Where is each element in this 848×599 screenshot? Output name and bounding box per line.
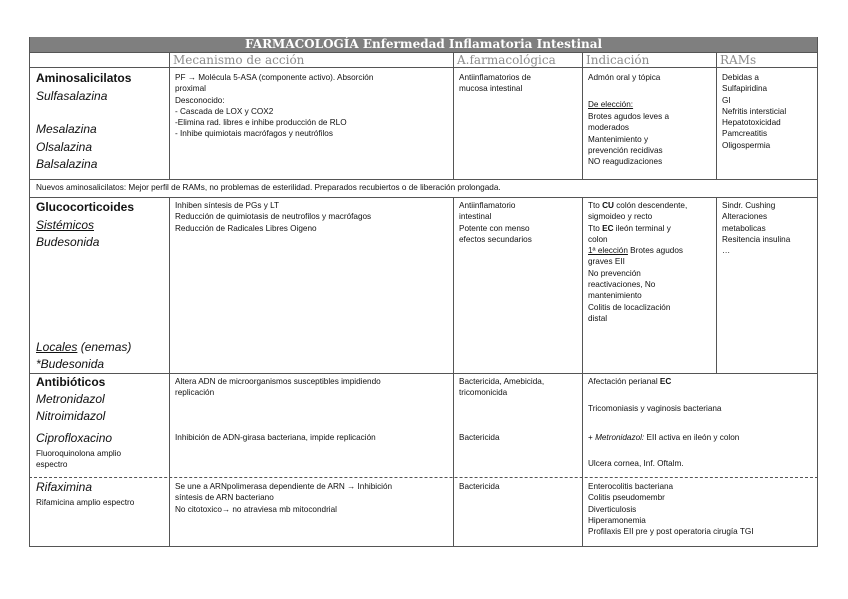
divider — [29, 546, 818, 547]
group-glucocorticoides: Glucocorticoides — [36, 200, 135, 214]
aminosalicilatos-indicacion-heading: De elección: — [588, 100, 634, 109]
ind-b-ec: EC — [602, 223, 614, 233]
divider — [29, 67, 818, 68]
aminosalicilatos-indicacion: Brotes agudos leves a moderados Mantenimiento y prevención recidivas NO reagudizaciones — [588, 112, 670, 167]
antibioticos-mecanismo-1: Altera ADN de microorganismos susceptibles impidiendo replicación — [175, 377, 381, 398]
aminosalicilatos-afarm: Antiinflamatorios de mucosa intestinal — [459, 73, 531, 94]
rifaximina-indicacion: Enterocolitis bacteriana Colitis pseudomembr Diverticulosis Hiperamonemia Profilaxis EII pre y post operatoria cirugía TGI — [588, 482, 754, 537]
ind-b-rest: ileón terminal y colon — [588, 223, 671, 244]
col-divider — [582, 197, 583, 547]
drug-metronidazol: Metronidazol — [36, 392, 105, 406]
drug-nitroimidazol: Nitroimidazol — [36, 409, 106, 423]
antibioticos-afarm-1: Bactericida, Amebicida, tricomonicida — [459, 377, 545, 398]
ind-b: Tto — [588, 223, 603, 233]
col-divider — [169, 52, 170, 180]
ind-a-cu: CU — [602, 201, 614, 210]
label-sistemicos: Sistémicos — [36, 218, 95, 232]
drug-budesonida-local: *Budesonida — [36, 357, 105, 371]
col-divider — [582, 52, 583, 180]
drug-budesonida: Budesonida — [36, 235, 100, 249]
group-antibioticos: Antibióticos — [36, 375, 106, 389]
col-divider — [453, 52, 454, 180]
ind-metro-rest: EII activa en ileón y colon — [644, 433, 740, 442]
col-divider — [716, 197, 717, 374]
ind-a-rest: colón descendente, sigmoideo y recto — [588, 201, 688, 222]
ind-a: Tto — [588, 201, 603, 210]
header-mecanismo: Mecanismo de acción — [173, 53, 305, 67]
header-afarmacologica: A.farmacológica — [457, 53, 556, 67]
drug-ciprofloxacino: Ciprofloxacino — [36, 431, 113, 445]
divider — [29, 52, 818, 53]
aminosalicilatos-mecanismo: PF → Molécula 5-ASA (componente activo). Absorción proximal Desconocido: - Cascada de LOX y COX2 -Elimina rad. libres e inhibe producción de RLO - Inhibe quimiotais macrófagos y neutrófilos — [175, 73, 374, 139]
drug-rifaximina: Rifaximina — [36, 480, 93, 494]
antibioticos-mecanismo-2: Inhibición de ADN-girasa bacteriana, impide replicación — [175, 433, 376, 442]
ind-d: No prevención reactivaciones, No mantenimiento Colitis de locaclización distal — [588, 268, 671, 323]
ind-perianal: Afectación perianal — [588, 377, 660, 386]
glucocorticoides-indicacion — [588, 200, 716, 324]
rifaximina-afarm: Bactericida — [459, 482, 500, 491]
dashed-divider — [29, 477, 818, 478]
col-divider — [169, 197, 170, 547]
header-rams: RAMs — [720, 53, 757, 67]
header-indicacion: Indicación — [586, 53, 650, 67]
col-divider — [716, 52, 717, 180]
drug-sulfasalazina: Sulfasalazina — [36, 89, 108, 103]
ind-metro-label: Metronidazol: — [595, 433, 645, 442]
border-right — [817, 37, 818, 547]
ind-tricomoniasis: Tricomoniasis y vaginosis bacteriana — [588, 404, 722, 413]
divider — [29, 373, 818, 374]
drug-olsalazina: Olsalazina — [36, 140, 93, 154]
table-title: FARMACOLOGÍA Enfermedad Inflamatoria Intestinal — [29, 37, 818, 52]
group-aminosalicilatos: Aminosalicilatos — [36, 71, 132, 85]
divider — [29, 179, 818, 180]
rifaximina-note: Rifamicina amplio espectro — [36, 498, 135, 507]
col-divider — [453, 197, 454, 547]
drug-balsalazina: Balsalazina — [36, 157, 98, 171]
ind-c-rest: Brotes agudos graves EII — [588, 246, 683, 267]
ciprofloxacino-note: Fluoroquinolona amplio espectro — [36, 449, 122, 470]
ind-metro-plus: + — [588, 433, 596, 442]
glucocorticoides-mecanismo: Inhiben síntesis de PGs y LT Reducción de quimiotasis de neutrofilos y macrófagos Reducción de Radicales Libres Oigeno — [175, 201, 372, 233]
glucocorticoides-rams: Sindr. Cushing Alteraciones metabolicas Resitencia insulina … — [722, 201, 791, 256]
ind-c-primera: 1ª elección — [588, 246, 628, 256]
aminosalicilatos-indicacion-top: Admón oral y tópica — [588, 73, 661, 82]
aminosalicilatos-rams: Debidas a Sulfapiridina GI Nefritis intersticial Hepatotoxicidad Pamcreatitis Oligospermia — [722, 73, 787, 150]
ind-perianal-ec: EC — [659, 377, 672, 386]
drug-mesalazina: Mesalazina — [36, 122, 97, 136]
label-enemas: (enemas) — [77, 340, 132, 354]
border-left — [29, 37, 30, 547]
label-locales: Locales — [36, 340, 78, 354]
ind-ulcera: Ulcera cornea, Inf. Oftalm. — [588, 459, 684, 468]
glucocorticoides-afarm: Antiinflamatorio intestinal Potente con menso efectos secundarios — [459, 201, 532, 244]
rifaximina-mecanismo: Se une a ARNpolimerasa dependiente de ARN → Inhibición síntesis de ARN bacteriano No citotoxico→ no atraviesa mb mitocondrial — [175, 482, 393, 514]
antibioticos-afarm-2: Bactericida — [459, 433, 500, 442]
divider — [29, 197, 818, 198]
aminosalicilatos-note: Nuevos aminosalicilatos: Mejor perfil de RAMs, no problemas de esterilidad. Preparados recubiertos o de liberación prolongada. — [36, 183, 501, 192]
